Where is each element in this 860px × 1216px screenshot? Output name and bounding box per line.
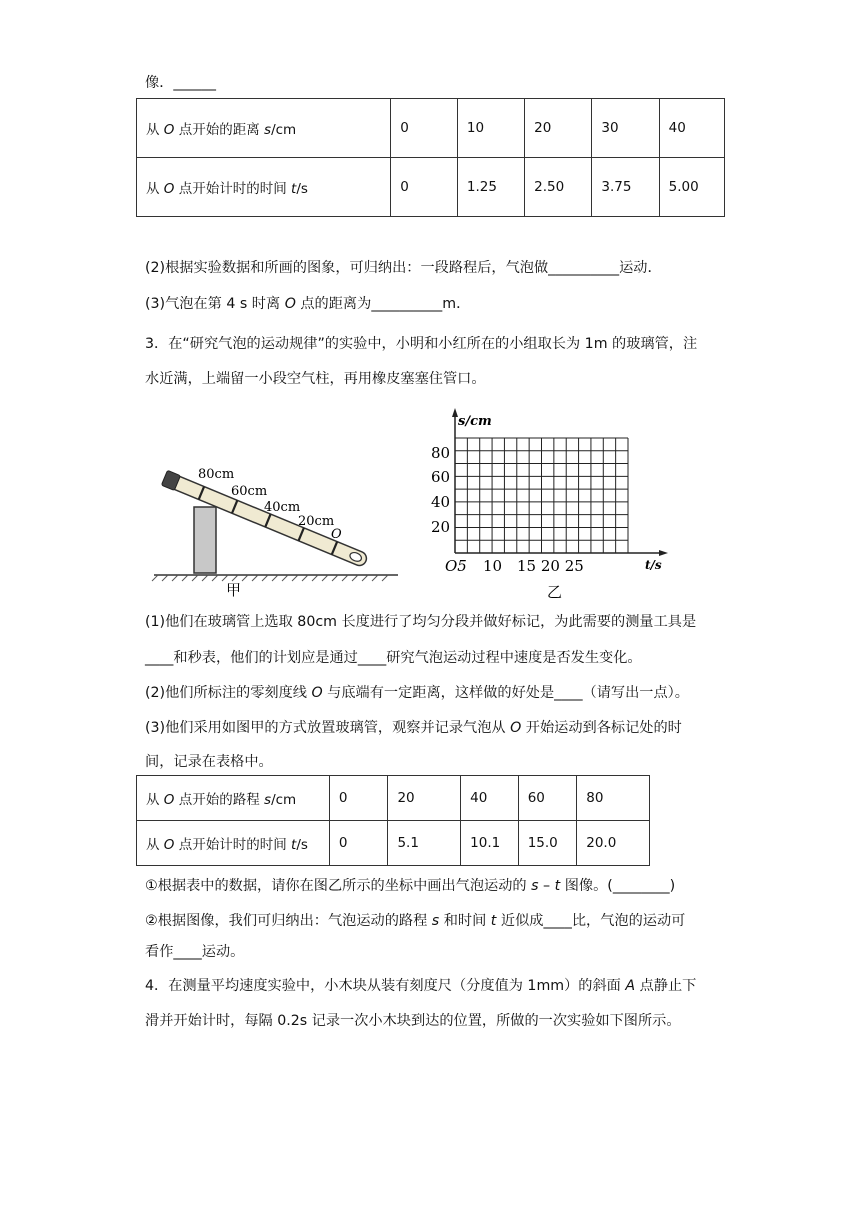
q4-line1: 4．在测量平均速度实验中，小木块从装有刻度尺（分度值为 1mm）的斜面 A 点静止下 bbox=[145, 978, 697, 994]
top-line: 像．______ bbox=[145, 75, 216, 91]
data-table-1 bbox=[136, 98, 725, 217]
table-cell: 0 bbox=[391, 99, 458, 158]
answer-blank[interactable]: ____ bbox=[543, 913, 572, 929]
table-row bbox=[137, 776, 650, 821]
y-axis-label: s/cm bbox=[458, 414, 492, 429]
q3-p3-line1: (3)他们采用如图甲的方式放置玻璃管，观察并记录气泡从 O 开始运动到各标记处的时 bbox=[145, 720, 682, 736]
answer-blank[interactable]: __________ bbox=[548, 260, 620, 276]
grid bbox=[455, 438, 628, 553]
y-tick: 40 bbox=[431, 493, 451, 511]
x-tick: 15 20 25 bbox=[517, 557, 584, 575]
q3-p3-line2: 间，记录在表格中。 bbox=[145, 754, 273, 770]
y-tick: 80 bbox=[431, 444, 451, 462]
table-cell: 40 bbox=[659, 99, 724, 158]
table-row bbox=[137, 821, 650, 866]
mark-20cm: 20cm bbox=[298, 514, 335, 529]
table-cell: 60 bbox=[518, 776, 577, 821]
table-cell: 3.75 bbox=[592, 158, 659, 217]
row-label: 从 O 点开始计时的时间 t/s bbox=[137, 821, 330, 866]
row-label: 从 O 点开始计时的时间 t/s bbox=[137, 158, 391, 217]
table-cell: 15.0 bbox=[518, 821, 577, 866]
mark-60cm: 60cm bbox=[231, 484, 268, 499]
table-cell: 1.25 bbox=[457, 158, 524, 217]
q3-p1-line2: ____和秒表，他们的计划应是通过____研究气泡运动过程中速度是否发生变化。 bbox=[145, 650, 642, 666]
table-cell: 20 bbox=[388, 776, 461, 821]
answer-blank[interactable]: __________ bbox=[371, 296, 443, 312]
figure-jia bbox=[140, 415, 405, 600]
figure-yi bbox=[425, 405, 675, 600]
y-tick: 20 bbox=[431, 518, 451, 536]
q3-p1-line1: (1)他们在玻璃管上选取 80cm 长度进行了均匀分段并做好标记，为此需要的测量工具是 bbox=[145, 614, 697, 630]
table-cell: 5.00 bbox=[659, 158, 724, 217]
answer-blank[interactable]: ________ bbox=[612, 878, 670, 894]
row-label: 从 O 点开始的距离 s/cm bbox=[137, 99, 391, 158]
table-cell: 0 bbox=[391, 158, 458, 217]
table-row bbox=[137, 158, 725, 217]
q3-intro-line1: 3．在“研究气泡的运动规律”的实验中，小明和小红所在的小组取长为 1m 的玻璃管，注 bbox=[145, 336, 698, 352]
table-cell: 20 bbox=[525, 99, 592, 158]
q3-c2-line1: ②根据图像，我们可归纳出：气泡运动的路程 s 和时间 t 近似成____比，气泡的运动可 bbox=[145, 913, 686, 929]
q4-line2: 滑并开始计时，每隔 0.2s 记录一次小木块到达的位置，所做的一次实验如下图所示。 bbox=[145, 1013, 681, 1029]
origin-label: O bbox=[331, 527, 342, 542]
row-label: 从 O 点开始的路程 s/cm bbox=[137, 776, 330, 821]
q3-c1: ①根据表中的数据，请你在图乙所示的坐标中画出气泡运动的 s – t 图像。(________) bbox=[145, 878, 676, 894]
q2-part2: (2)根据实验数据和所画的图象，可归纳出：一段路程后，气泡做__________运动． bbox=[145, 260, 662, 276]
data-table-2 bbox=[136, 775, 650, 866]
figure-caption-jia: 甲 bbox=[226, 581, 242, 599]
table-cell: 2.50 bbox=[525, 158, 592, 217]
table-cell: 80 bbox=[577, 776, 650, 821]
y-tick: 60 bbox=[431, 468, 451, 486]
answer-blank[interactable]: ____ bbox=[554, 685, 583, 701]
figure-caption-yi: 乙 bbox=[547, 583, 563, 600]
x-tick: 10 bbox=[483, 557, 503, 575]
table-cell: 0 bbox=[329, 776, 388, 821]
mark-80cm: 80cm bbox=[198, 467, 235, 482]
support-block bbox=[194, 507, 216, 573]
q3-c2-line2: 看作____运动。 bbox=[145, 944, 245, 960]
table-cell: 10 bbox=[457, 99, 524, 158]
table-cell: 40 bbox=[461, 776, 519, 821]
x-tick: O5 bbox=[445, 557, 467, 575]
answer-blank[interactable]: ____ bbox=[357, 650, 387, 666]
q3-intro-line2: 水近满，上端留一小段空气柱，再用橡皮塞塞住管口。 bbox=[145, 371, 486, 387]
table-cell: 5.1 bbox=[388, 821, 461, 866]
answer-blank[interactable]: ______ bbox=[173, 75, 216, 91]
table-cell: 30 bbox=[592, 99, 659, 158]
answer-blank[interactable]: ____ bbox=[145, 650, 174, 666]
table-cell: 10.1 bbox=[461, 821, 519, 866]
table-row bbox=[137, 99, 725, 158]
table-cell: 20.0 bbox=[577, 821, 650, 866]
x-axis-label: t/s bbox=[645, 558, 662, 572]
q3-p2: (2)他们所标注的零刻度线 O 与底端有一定距离，这样做的好处是____（请写出一点）。 bbox=[145, 685, 689, 701]
answer-blank[interactable]: ____ bbox=[173, 944, 202, 960]
mark-40cm: 40cm bbox=[264, 500, 301, 515]
q2-part3: (3)气泡在第 4 s 时离 O 点的距离为__________m． bbox=[145, 296, 471, 312]
table-cell: 0 bbox=[329, 821, 388, 866]
